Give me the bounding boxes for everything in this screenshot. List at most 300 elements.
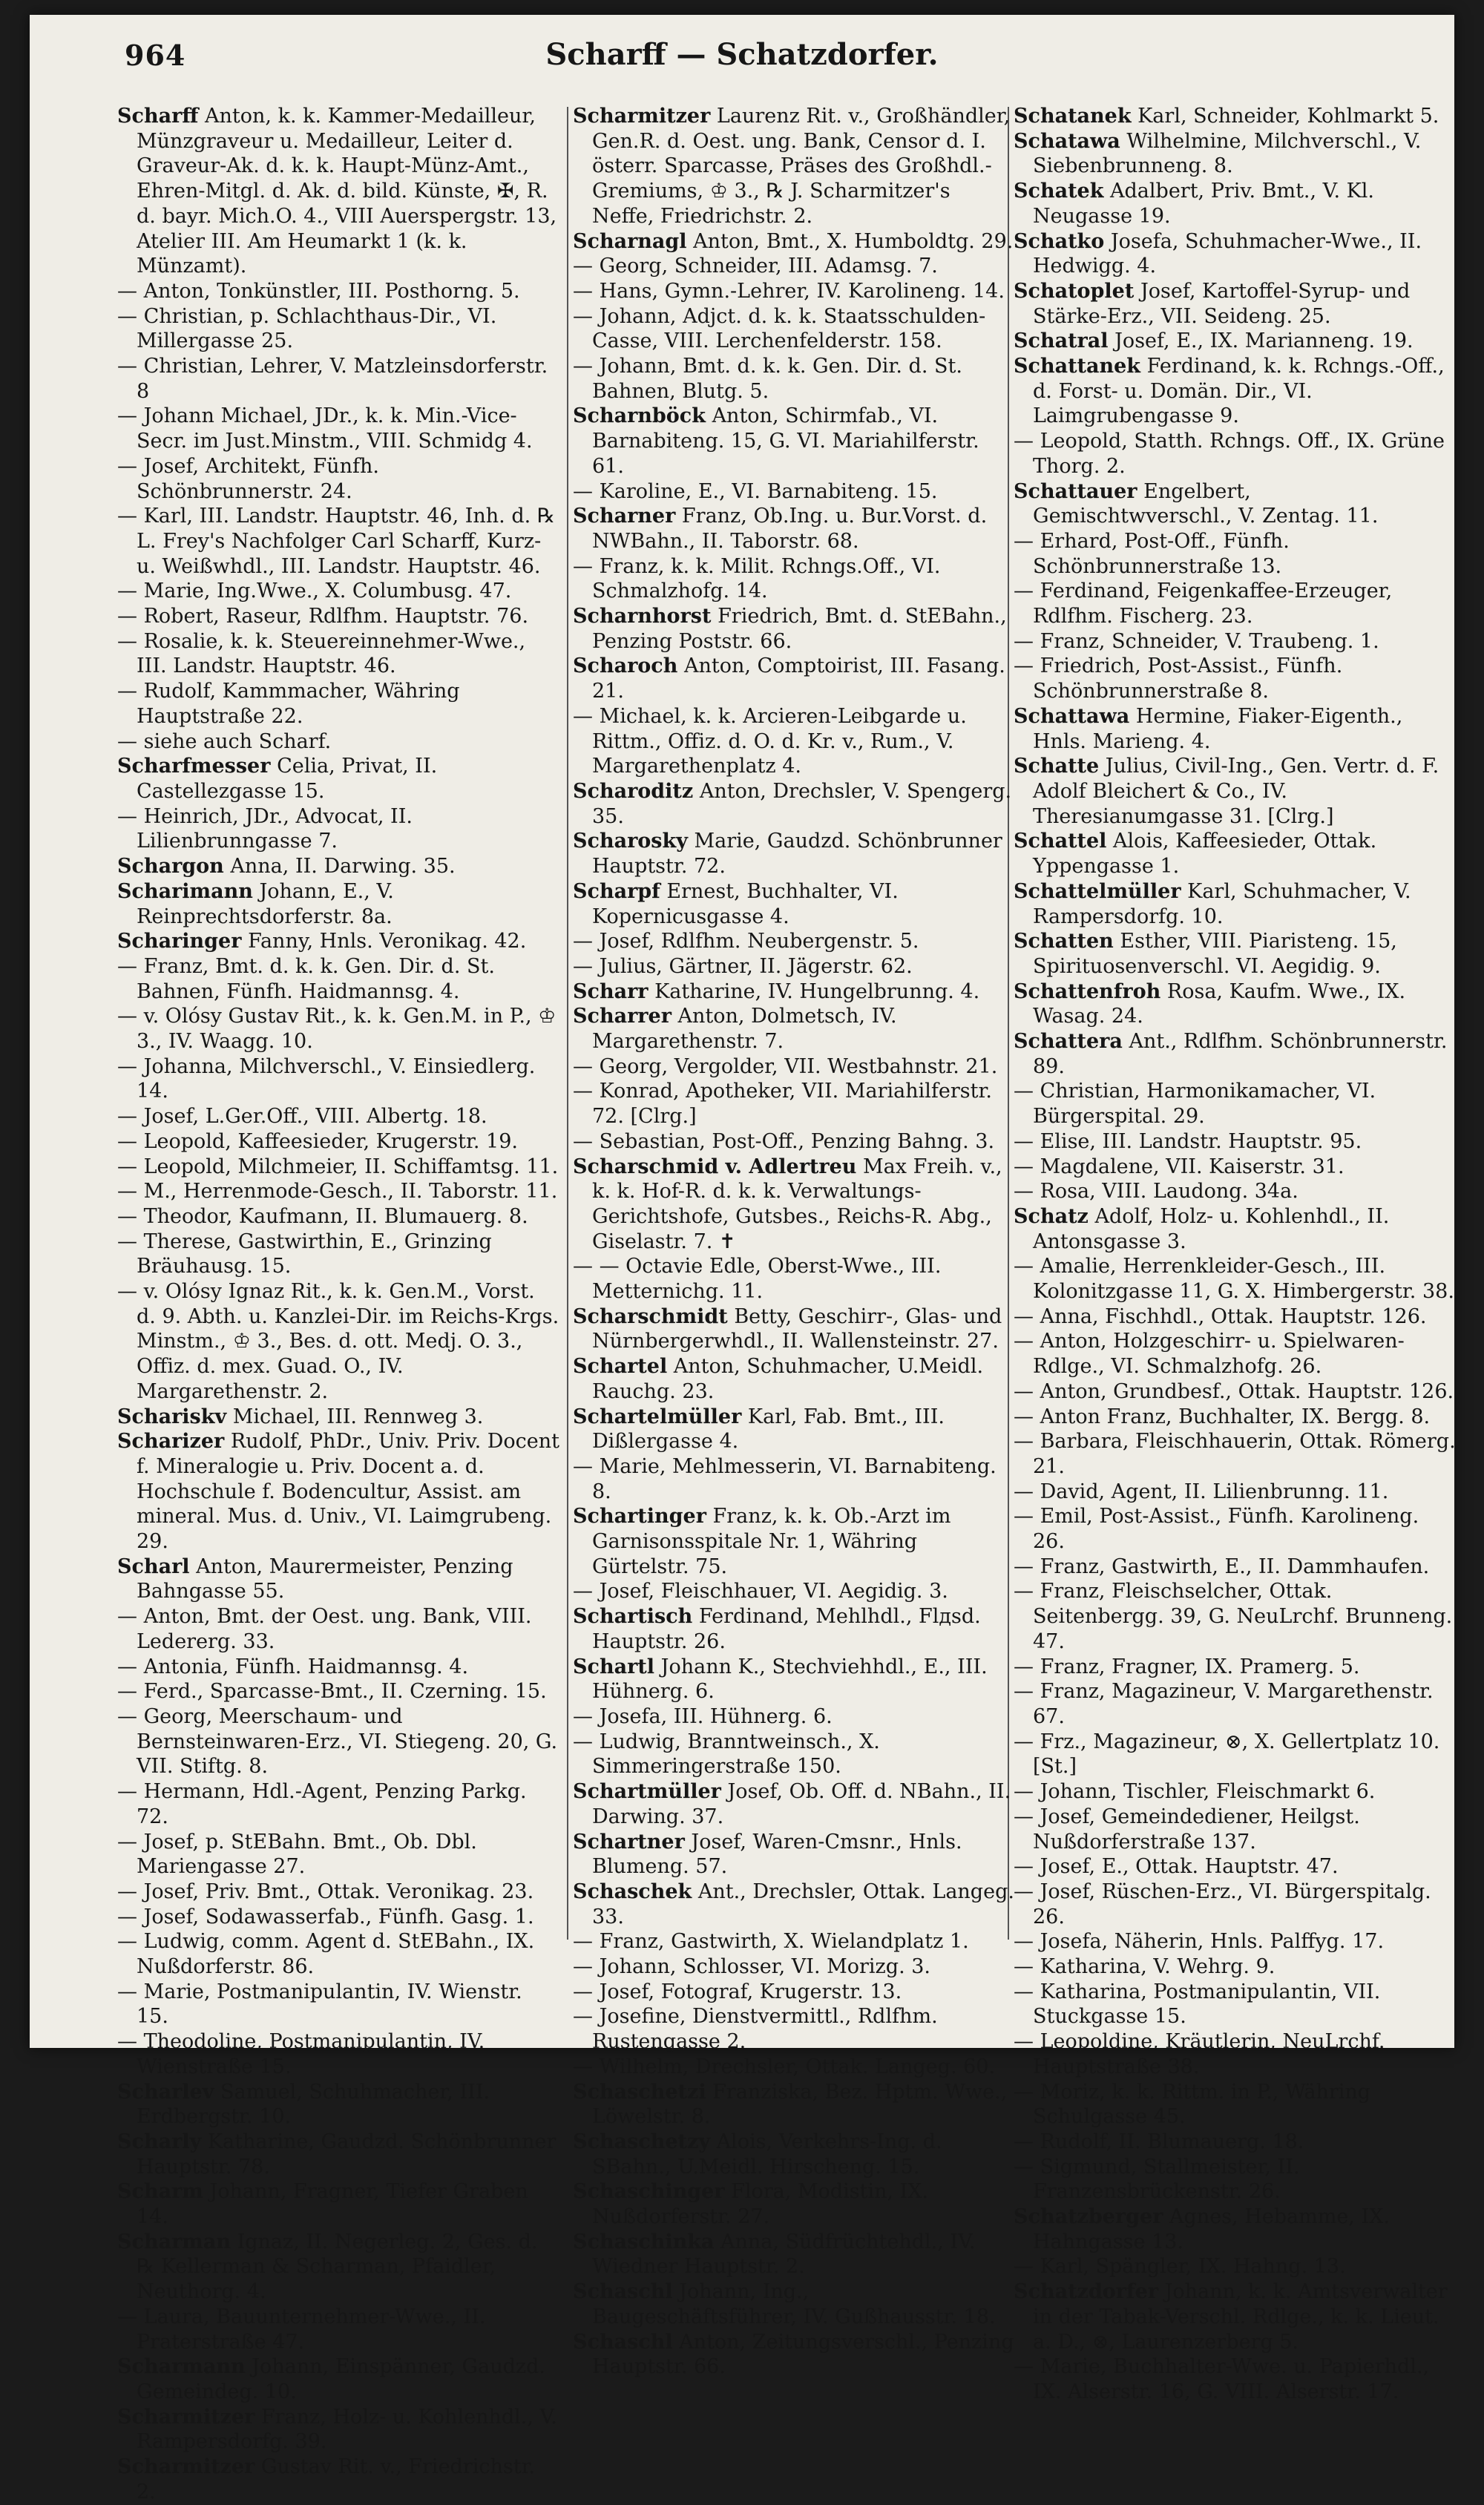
- entry-text: — Josef, Sodawasserfab., Fünfh. Gasg. 1.: [117, 1905, 534, 1928]
- entry-text: Josef, Kartoffel-Syrup- und Stärke-Erz., VII. Seideng. 25.: [1033, 279, 1411, 328]
- entry-text: — Karoline, E., VI. Barnabiteng. 15.: [573, 479, 938, 503]
- directory-entry: [573, 1704, 1015, 1730]
- entry-text: — Anton, Tonkünstler, III. Posthorng. 5.: [117, 279, 520, 303]
- entry-text: Anton, Schuhmacher, U.Meidl. Rauchg. 23.: [592, 1355, 984, 1403]
- directory-entry: [573, 504, 1015, 554]
- entry-surname: Schartmüller: [573, 1780, 721, 1804]
- directory-entry: [1014, 1954, 1456, 1980]
- directory-entry: [117, 1129, 559, 1155]
- entry-text: — Georg, Meerschaum- und Bernsteinwaren-Erz., VI. Stiegeng. 20, G. VII. Stiftg. 8.: [117, 1705, 558, 1779]
- entry-surname: Schattanek: [1014, 355, 1141, 378]
- entry-text: — Ferdinand, Feigenkaffee-Erzeuger, Rdlfhm. Fischerg. 23.: [1014, 580, 1393, 628]
- entry-surname: Schaschetzi: [573, 2080, 706, 2104]
- directory-entry: [1014, 1679, 1456, 1729]
- entry-surname: Schatanek: [1014, 105, 1132, 128]
- entry-text: — Josef, Rdlfhm. Neubergenstr. 5.: [573, 930, 919, 953]
- entry-text: — Johann, Tischler, Fleischmarkt 6.: [1014, 1780, 1376, 1804]
- entry-surname: Schattauer: [1014, 479, 1137, 503]
- entry-text: — Josefa, III. Hühnerg. 6.: [573, 1705, 833, 1728]
- entry-surname: Scharnhorst: [573, 605, 712, 628]
- entry-text: — Konrad, Apotheker, VII. Mariahilferstr. 72. [Clrg.]: [573, 1080, 992, 1129]
- entry-text: Flora, Modistin, IX. Nußdorferstr. 27.: [592, 2180, 929, 2229]
- directory-entry: [573, 104, 1015, 229]
- directory-entry: [573, 1929, 1015, 1954]
- entry-text: — Johann, Schlosser, VI. Morizg. 3.: [573, 1955, 930, 1979]
- directory-entry: [573, 779, 1015, 829]
- directory-entry: [573, 1254, 1015, 1304]
- entry-text: Engelbert, Gemischtwverschl., V. Zentag. 11.: [1033, 479, 1379, 528]
- entry-text: — Ferd., Sparcasse-Bmt., II. Czerning. 15.: [117, 1680, 547, 1704]
- entry-text: Johann, Fragner, Tiefer Graben 14.: [137, 2180, 528, 2229]
- entry-text: — Frz., Magazineur, ⊗, X. Gellertplatz 10. [St.]: [1014, 1730, 1440, 1779]
- entry-text: — Ludwig, Branntweinsch., X. Simmeringerstraße 150.: [573, 1730, 880, 1779]
- entry-text: — M., Herrenmode-Gesch., II. Taborstr. 11.: [117, 1180, 558, 1204]
- entry-surname: Scharner: [573, 505, 676, 528]
- directory-entry: [1014, 579, 1456, 628]
- entry-text: Franz, Holz- u. Kohlenhdl., V. Rampersdorfg. 39.: [137, 2405, 557, 2454]
- directory-entry: [117, 2405, 559, 2455]
- directory-entry: [1014, 2204, 1456, 2254]
- directory-entry: [573, 1004, 1015, 1054]
- directory-entry: [573, 1604, 1015, 1654]
- entry-text: — Marie, Buchhalter-Wwe. u. Papierhdl., IX. Alserstr. 16, G. VIII. Alserstr. 17.: [1014, 2355, 1430, 2403]
- entry-text: — Josef, Rüschen-Erz., VI. Bürgerspitalg. 26.: [1014, 1879, 1431, 1928]
- directory-entry: [117, 1405, 559, 1430]
- entry-surname: Schaschinger: [573, 2180, 725, 2204]
- running-head: Scharff — Schatzdorfer.: [545, 37, 939, 72]
- entry-text: — Franz, Bmt. d. k. k. Gen. Dir. d. St. Bahnen, Fünfh. Haidmannsg. 4.: [117, 954, 495, 1003]
- entry-text: Ant., Rdlfhm. Schönbrunnerstr. 89.: [1033, 1030, 1448, 1078]
- entry-text: — Franz, Magazineur, V. Margarethenstr. 67.: [1014, 1680, 1434, 1728]
- directory-entry: [573, 1579, 1015, 1604]
- directory-entry: [1014, 329, 1456, 354]
- column-divider: [567, 107, 568, 1940]
- entry-text: Fanny, Hnls. Veronikag. 42.: [248, 930, 527, 953]
- entry-surname: Scharnagl: [573, 229, 687, 253]
- entry-text: — Franz, Gastwirth, X. Wielandplatz 1.: [573, 1930, 969, 1954]
- directory-entry: [1014, 1204, 1456, 1254]
- directory-entry: [1014, 754, 1456, 829]
- entry-text: Rudolf, PhDr., Univ. Priv. Docent f. Mineralogie u. Priv. Docent a. d. Hochschule f. Bodencultur, Assist. am mineral. Mus. d. Univ., VI. Laimgrubeng. 29.: [137, 1430, 560, 1554]
- entry-surname: Schatzberger: [1014, 2205, 1163, 2229]
- directory-entry: [1014, 129, 1456, 179]
- entry-text: — siehe auch Scharf.: [117, 729, 332, 753]
- entry-text: Josef, E., IX. Marianneng. 19.: [1114, 329, 1414, 353]
- entry-text: Josef, Ob. Off. d. NBahn., II. Darwing. 37.: [592, 1780, 1011, 1828]
- directory-entry: [1014, 1655, 1456, 1680]
- entry-text: — Josef, p. StEBahn. Bmt., Ob. Dbl. Mariengasse 27.: [117, 1830, 477, 1879]
- entry-text: — Leopold, Milchmeier, II. Schiffamtsg. 11.: [117, 1155, 559, 1178]
- directory-entry: [573, 2279, 1015, 2329]
- entry-surname: Schatte: [1014, 755, 1100, 778]
- directory-entry: [573, 1155, 1015, 1255]
- entry-surname: Schatawa: [1014, 129, 1120, 153]
- entry-surname: Schartelmüller: [573, 1405, 742, 1428]
- directory-entry: [573, 254, 1015, 279]
- entry-surname: Schargon: [117, 855, 224, 879]
- entry-text: — Erhard, Post-Off., Fünfh. Schönbrunnerstraße 13.: [1014, 529, 1290, 578]
- entry-surname: Schaschinka: [573, 2230, 715, 2253]
- directory-entry: [117, 1679, 559, 1704]
- directory-entry: [1014, 479, 1456, 529]
- directory-entry: [1014, 1854, 1456, 1879]
- directory-entry: [573, 1655, 1015, 1704]
- directory-entry: [1014, 2254, 1456, 2279]
- directory-entry: [1014, 629, 1456, 654]
- entry-text: Anton, Comptoirist, III. Fasang. 21.: [592, 654, 1005, 703]
- entry-text: Michael, III. Rennweg 3.: [232, 1405, 484, 1428]
- entry-surname: Scharff: [117, 105, 199, 128]
- directory-entry: [1014, 1029, 1456, 1079]
- directory-entry: [573, 1405, 1015, 1454]
- entry-text: Anton, Schirmfab., VI. Barnabiteng. 15, G. VI. Mariahilferstr. 61.: [592, 404, 979, 478]
- entry-surname: Schaschek: [573, 1879, 692, 1903]
- directory-entry: [573, 2179, 1015, 2229]
- entry-text: — Josef, Gemeindediener, Heilgst. Nußdorferstraße 137.: [1014, 1805, 1360, 1854]
- directory-entry: [117, 1429, 559, 1554]
- directory-entry: [573, 479, 1015, 505]
- entry-surname: Schattenfroh: [1014, 979, 1161, 1003]
- entry-text: Ignaz, II. Negerleg. 2, Ges. d. ℞ Kellerman & Scharman, Pfaidler, Neuthorg. 4.: [137, 2230, 538, 2304]
- entry-text: — — Octavie Edle, Oberst-Wwe., III. Metternichg. 11.: [573, 1255, 942, 1304]
- entry-text: Karl, Fab. Bmt., III. Dißlergasse 4.: [592, 1405, 945, 1454]
- directory-entry: [573, 1129, 1015, 1155]
- entry-text: Wilhelmine, Milchverschl., V. Siebenbrunneng. 8.: [1033, 129, 1422, 178]
- directory-entry: [117, 804, 559, 854]
- entry-surname: Scharosky: [573, 830, 688, 853]
- entry-surname: Schartel: [573, 1355, 668, 1379]
- entry-surname: Schatoplet: [1014, 279, 1135, 303]
- entry-text: — Antonia, Fünfh. Haidmannsg. 4.: [117, 1655, 469, 1678]
- entry-text: Karl, Schuhmacher, V. Rampersdorfg. 10.: [1033, 879, 1411, 928]
- directory-entry: [573, 1980, 1015, 2005]
- directory-entry: [573, 554, 1015, 604]
- entry-text: Anton, Dolmetsch, IV. Margarethenstr. 7.: [592, 1005, 897, 1054]
- directory-entry: [1014, 1179, 1456, 1204]
- entry-text: — Josef, Fotograf, Krugerstr. 13.: [573, 1980, 902, 2003]
- directory-entry: [117, 1054, 559, 1104]
- entry-text: — Karl, Spängler, IX. Hahng. 13.: [1014, 2255, 1346, 2279]
- directory-entry: [1014, 429, 1456, 479]
- entry-text: — Christian, Harmonikamacher, VI. Bürgerspital. 29.: [1014, 1080, 1376, 1129]
- directory-entry: [1014, 1879, 1456, 1929]
- directory-entry: [117, 1779, 559, 1829]
- directory-entry: [1014, 829, 1456, 879]
- directory-entry: [117, 2080, 559, 2130]
- directory-entry: [117, 1155, 559, 1180]
- directory-entry: [1014, 229, 1456, 279]
- entry-surname: Scharfmesser: [117, 755, 271, 778]
- directory-entry: [117, 2029, 559, 2079]
- entry-text: — Josefa, Näherin, Hnls. Palffyg. 17.: [1014, 1930, 1385, 1954]
- directory-entry: [1014, 1304, 1456, 1330]
- entry-surname: Schartinger: [573, 1505, 706, 1529]
- entry-text: Ferdinand, Mehlhdl., Flдsd. Hauptstr. 26.: [592, 1605, 981, 1653]
- entry-text: Franz, k. k. Ob.-Arzt im Garnisonsspitale Nr. 1, Währing Gürtelstr. 75.: [592, 1505, 951, 1578]
- entry-surname: Schaschl: [573, 2280, 673, 2304]
- directory-entry: [1014, 654, 1456, 703]
- directory-entry: [117, 854, 559, 879]
- directory-entry: [1014, 1980, 1456, 2029]
- directory-entry: [117, 404, 559, 453]
- entry-surname: Schattel: [1014, 830, 1107, 853]
- entry-text: — Laura, Bauunternehmer-Wwe., II. Praterstraße 47.: [117, 2305, 486, 2354]
- directory-entry: [117, 929, 559, 954]
- entry-text: — Wilhelm, Drechsler, Ottak. Langeg. 60.: [573, 2055, 996, 2078]
- directory-entry: [117, 679, 559, 729]
- directory-entry: [117, 1229, 559, 1279]
- entry-text: Laurenz Rit. v., Großhändler, Gen.R. d. Oest. ung. Bank, Censor d. I. österr. Sparcasse, Präses des Großhdl.-Gremiums, ♔ 3., ℞ J. Scharmitzer's Neffe, Friedrichstr. 2.: [592, 105, 1011, 228]
- directory-entry: [1014, 1329, 1456, 1379]
- directory-entry: [1014, 929, 1456, 979]
- directory-entry: [1014, 2080, 1456, 2130]
- directory-entry: [1014, 529, 1456, 579]
- entry-text: Hermine, Fiaker-Eigenth., Hnls. Marieng. 4.: [1033, 704, 1403, 753]
- directory-entry: [1014, 1155, 1456, 1180]
- directory-entry: [573, 2330, 1015, 2380]
- entry-text: — Leopold, Statth. Rchngs. Off., IX. Grüne Thorg. 2.: [1014, 430, 1445, 478]
- entry-text: Franz, Ob.Ing. u. Bur.Vorst. d. NWBahn., II. Taborstr. 68.: [592, 505, 988, 553]
- directory-entry: [1014, 1429, 1456, 1479]
- directory-entry: [1014, 1405, 1456, 1430]
- directory-entry: [573, 1879, 1015, 1929]
- entry-text: Johann, Einspänner, Gaudzd. Gemeindeg. 10.: [137, 2355, 545, 2403]
- directory-entry: [117, 454, 559, 504]
- entry-text: — v. Olósy Ignaz Rit., k. k. Gen.M., Vorst. d. 9. Abth. u. Kanzlei-Dir. im Reichs-Krgs. Minstm., ♔ 3., Bes. d. ott. Medj. O. 3., Offiz. d. mex. Guad. O., IV. Margarethenstr. 2.: [117, 1280, 559, 1403]
- directory-entry: [573, 2130, 1015, 2179]
- entry-text: — Franz, Fleischselcher, Ottak. Seitenbergg. 39, G. NeuLrchf. Brunneng. 47.: [1014, 1580, 1453, 1653]
- entry-text: — Johann Michael, JDr., k. k. Min.-Vice-Secr. im Just.Minstm., VIII. Schmidg 4.: [117, 404, 533, 453]
- directory-entry: [573, 1079, 1015, 1129]
- entry-text: Anton, Drechsler, V. Spengerg. 35.: [592, 779, 1012, 828]
- directory-entry: [117, 1104, 559, 1129]
- column-3: [1014, 104, 1456, 2403]
- directory-entry: [573, 604, 1015, 654]
- directory-entry: [1014, 1504, 1456, 1554]
- entry-text: Karl, Schneider, Kohlmarkt 5.: [1137, 105, 1439, 128]
- entry-text: Ant., Drechsler, Ottak. Langeg. 33.: [592, 1879, 1014, 1928]
- entry-surname: Schartner: [573, 1830, 685, 1854]
- entry-text: Josef, Waren-Cmsnr., Hnls. Blumeng. 57.: [592, 1830, 962, 1879]
- entry-surname: Schatz: [1014, 1204, 1089, 1228]
- directory-entry: [1014, 1929, 1456, 1954]
- directory-entry: [117, 879, 559, 929]
- directory-entry: [1014, 704, 1456, 754]
- entry-text: Johann, k. k. Amtsverwalter in der Tabak-Verschl. Rdlge., k. k. Lieut. a. D., ⊗, Laurenzerberg 5.: [1033, 2280, 1448, 2354]
- directory-entry: [117, 354, 559, 404]
- directory-entry: [117, 1830, 559, 1879]
- entry-text: — v. Olósy Gustav Rit., k. k. Gen.M. in P., ♔ 3., IV. Waagg. 10.: [117, 1005, 556, 1054]
- directory-entry: [117, 2230, 559, 2305]
- entry-text: Alois, Kaffeesieder, Ottak. Yppengasse 1.: [1033, 830, 1377, 879]
- entry-text: — Georg, Vergolder, VII. Westbahnstr. 21.: [573, 1054, 998, 1078]
- entry-surname: Scharmitzer: [117, 2455, 255, 2479]
- entry-text: — Leopold, Kaffeesieder, Krugerstr. 19.: [117, 1129, 518, 1153]
- entry-text: Anton, Maurermeister, Penzing Bahngasse 55.: [137, 1554, 513, 1603]
- entry-surname: Schaschetzy: [573, 2130, 711, 2153]
- entry-surname: Scharly: [117, 2130, 202, 2153]
- directory-entry: [117, 1204, 559, 1229]
- directory-entry: [117, 2305, 559, 2354]
- entry-surname: Schattera: [1014, 1030, 1123, 1054]
- entry-surname: Scharpf: [573, 879, 660, 903]
- entry-surname: Scharlev: [117, 2080, 214, 2104]
- entry-text: — David, Agent, II. Lilienbrunng. 11.: [1014, 1480, 1389, 1503]
- entry-surname: Scharnböck: [573, 404, 706, 428]
- entry-text: — Hermann, Hdl.-Agent, Penzing Parkg. 72.: [117, 1780, 527, 1828]
- entry-text: Adolf, Holz- u. Kohlenhdl., II. Antonsgasse 3.: [1033, 1204, 1390, 1253]
- entry-text: Johann K., Stechviehhdl., E., III. Hühnerg. 6.: [592, 1655, 988, 1704]
- entry-text: Johann, Ing., Baugeschäftsführer, IV. Gußhausstr. 18.: [592, 2280, 996, 2328]
- entry-surname: Schariskv: [117, 1405, 227, 1428]
- entry-text: — Leopoldine, Kräutlerin, NeuLrchf. Hauptstraße 38.: [1014, 2030, 1385, 2078]
- directory-entry: [117, 754, 559, 804]
- entry-text: — Christian, Lehrer, V. Matzleinsdorferstr. 8: [117, 355, 548, 403]
- entry-surname: Schatzdorfer: [1014, 2280, 1158, 2304]
- entry-surname: Scharman: [117, 2230, 231, 2253]
- entry-text: — Therese, Gastwirthin, E., Grinzing Bräuhausg. 15.: [117, 1229, 492, 1278]
- directory-entry: [1014, 1254, 1456, 1304]
- entry-text: — Franz, Gastwirth, E., II. Dammhaufen.: [1014, 1554, 1430, 1578]
- entry-text: Betty, Geschirr-, Glas- und Nürnbergerwhdl., II. Wallensteinstr. 27.: [592, 1304, 1002, 1353]
- directory-entry: [573, 2230, 1015, 2279]
- entry-text: — Rudolf, II. Blumauerg. 18.: [1014, 2130, 1304, 2153]
- directory-entry: [117, 954, 559, 1004]
- entry-text: — Heinrich, JDr., Advocat, II. Lilienbrunngasse 7.: [117, 804, 413, 853]
- directory-entry: [573, 229, 1015, 255]
- entry-text: — Rosalie, k. k. Steuereinnehmer-Wwe., III. Landstr. Hauptstr. 46.: [117, 629, 526, 678]
- directory-entry: [1014, 2029, 1456, 2079]
- entry-text: Agnes, Hebamme, IX. Hahngasse 13.: [1033, 2205, 1390, 2253]
- entry-text: — Josef, Architekt, Fünfh. Schönbrunnerstr. 24.: [117, 454, 379, 503]
- directory-entry: [117, 579, 559, 604]
- entry-surname: Schatko: [1014, 229, 1105, 253]
- entry-text: Max Freih. v., k. k. Hof-R. d. k. k. Verwaltungs-Gerichtshofe, Gutsbes., Reichs-R. Abg., Giselastr. 7. ✝: [592, 1155, 1002, 1253]
- entry-surname: Scharmitzer: [117, 2405, 255, 2429]
- entry-text: Ferdinand, k. k. Rchngs.-Off., d. Forst- u. Domän. Dir., VI. Laimgrubengasse 9.: [1033, 355, 1445, 428]
- entry-text: Johann, E., V. Reinprechtsdorferstr. 8a.: [137, 879, 394, 928]
- entry-text: — Marie, Ing.Wwe., X. Columbusg. 47.: [117, 580, 512, 603]
- entry-text: — Barbara, Fleischhauerin, Ottak. Römerg. 21.: [1014, 1430, 1456, 1478]
- directory-entry: [1014, 2155, 1456, 2204]
- entry-surname: Scharoditz: [573, 779, 694, 803]
- directory-entry: [117, 1929, 559, 1979]
- directory-entry: [1014, 979, 1456, 1029]
- directory-entry: [573, 654, 1015, 703]
- page-header: [30, 31, 1454, 83]
- entry-surname: Scharr: [573, 979, 649, 1003]
- entry-text: — Georg, Schneider, III. Adamsg. 7.: [573, 255, 938, 278]
- entry-text: — Franz, Schneider, V. Traubeng. 1.: [1014, 629, 1379, 653]
- entry-text: — Ludwig, comm. Agent d. StEBahn., IX. Nußdorferstr. 86.: [117, 1930, 535, 1979]
- entry-text: Samuel, Schuhmacher, III. Erdbergstr. 10.: [137, 2080, 490, 2129]
- entry-text: — Marie, Postmanipulantin, IV. Wienstr. 15.: [117, 1980, 522, 2029]
- entry-text: Anton, k. k. Kammer-Medailleur, Münzgraveur u. Medailleur, Leiter d. Graveur-Ak. d. k. k. Haupt-Münz-Amt., Ehren-Mitgl. d. Ak. d. bild. Künste, ✠, R. d. bayr. Mich.O. 4., VIII Auerspergstr. 13, Atelier III. Am Heumarkt 1 (k. k. Münzamt).: [137, 105, 557, 278]
- entry-surname: Scharimann: [117, 879, 253, 903]
- entry-text: — Anton, Grundbesf., Ottak. Hauptstr. 126.: [1014, 1379, 1454, 1403]
- directory-entry: [117, 2354, 559, 2404]
- entry-text: Rosa, Kaufm. Wwe., IX. Wasag. 24.: [1033, 979, 1406, 1028]
- entry-text: — Anna, Fischhdl., Ottak. Hauptstr. 126.: [1014, 1304, 1427, 1328]
- entry-text: — Josef, E., Ottak. Hauptstr. 47.: [1014, 1855, 1339, 1879]
- directory-entry: [117, 304, 559, 354]
- entry-text: — Hans, Gymn.-Lehrer, IV. Karolineng. 14.: [573, 279, 1005, 303]
- directory-entry: [117, 2179, 559, 2229]
- entry-text: — Josefine, Dienstvermittl., Rdlfhm. Rustengasse 2.: [573, 2005, 938, 2054]
- directory-entry: [573, 929, 1015, 954]
- directory-entry: [117, 279, 559, 304]
- entry-surname: Scharmitzer: [573, 105, 711, 128]
- directory-entry: [1014, 2279, 1456, 2354]
- entry-text: — Katharina, V. Wehrg. 9.: [1014, 1955, 1275, 1979]
- directory-entry: [573, 1779, 1015, 1829]
- directory-entry: [573, 1054, 1015, 1080]
- entry-text: — Elise, III. Landstr. Hauptstr. 95.: [1014, 1129, 1362, 1153]
- entry-text: — Robert, Raseur, Rdlfhm. Hauptstr. 76.: [117, 605, 529, 628]
- directory-entry: [117, 1554, 559, 1604]
- entry-text: — Anton, Bmt. der Oest. ung. Bank, VIII. Ledererg. 33.: [117, 1605, 532, 1653]
- entry-text: — Franz, Fragner, IX. Pramerg. 5.: [1014, 1655, 1360, 1678]
- entry-text: Katharine, IV. Hungelbrunng. 4.: [654, 979, 980, 1003]
- entry-text: Julius, Civil-Ing., Gen. Vertr. d. F. Adolf Bleichert & Co., IV. Theresianumgasse 31. [Clrg.]: [1033, 755, 1439, 828]
- entry-text: — Christian, p. Schlachthaus-Dir., VI. Millergasse 25.: [117, 304, 497, 353]
- entry-text: Celia, Privat, II. Castellezgasse 15.: [137, 755, 438, 803]
- entry-text: Franziska, Bez. Hptm. Wwe., Löwelstr. 8.: [592, 2080, 1008, 2129]
- directory-entry: [573, 1730, 1015, 1779]
- directory-entry: [573, 304, 1015, 354]
- directory-entry: [1014, 879, 1456, 929]
- entry-surname: Schatten: [1014, 930, 1114, 953]
- directory-entry: [117, 1879, 559, 1905]
- directory-entry: [573, 954, 1015, 979]
- entry-text: — Rudolf, Kammmacher, Währing Hauptstraße 22.: [117, 680, 460, 728]
- directory-entry: [117, 2455, 559, 2504]
- directory-entry: [1014, 1079, 1456, 1129]
- entry-text: — Josef, Fleischhauer, VI. Aegidig. 3.: [573, 1580, 948, 1603]
- entry-surname: Scharm: [117, 2180, 203, 2204]
- directory-entry: [1014, 1730, 1456, 1779]
- directory-entry: [573, 2055, 1015, 2080]
- entry-text: — Friedrich, Post-Assist., Fünfh. Schönbrunnerstraße 8.: [1014, 654, 1343, 703]
- directory-entry: [1014, 104, 1456, 129]
- entry-surname: Scharoch: [573, 654, 678, 678]
- entry-surname: Schattawa: [1014, 704, 1130, 728]
- column-1: [117, 104, 560, 2504]
- directory-entry: [1014, 1779, 1456, 1805]
- entry-text: — Johann, Bmt. d. k. k. Gen. Dir. d. St. Bahnen, Blutg. 5.: [573, 355, 962, 403]
- directory-entry: [117, 1704, 559, 1779]
- directory-entry: [1014, 1579, 1456, 1654]
- directory-entry: [117, 1179, 559, 1204]
- directory-entry: [1014, 2354, 1456, 2404]
- directory-entry: [1014, 1129, 1456, 1155]
- entry-text: — Amalie, Herrenkleider-Gesch., III. Kolonitzgasse 11, G. X. Himbergerstr. 38.: [1014, 1255, 1454, 1304]
- directory-entry: [573, 829, 1015, 879]
- entry-text: — Moriz, k. k. Rittm. in P., Währing Schulgasse 45.: [1014, 2080, 1371, 2129]
- entry-surname: Schartisch: [573, 1605, 693, 1629]
- directory-entry: [1014, 1805, 1456, 1854]
- entry-text: — Karl, III. Landstr. Hauptstr. 46, Inh. d. ℞ L. Frey's Nachfolger Carl Scharff, Kurz- u. Weißwhdl., III. Landstr. Hauptstr. 46.: [117, 505, 555, 578]
- directory-entry: [117, 104, 559, 279]
- entry-surname: Scharizer: [117, 1430, 225, 1454]
- directory-entry: [1014, 179, 1456, 229]
- entry-text: Katharine, Gaudzd. Schönbrunner Hauptstr. 78.: [137, 2130, 556, 2179]
- directory-entry: [1014, 2130, 1456, 2155]
- directory-entry: [573, 1504, 1015, 1579]
- entry-text: Gustav Rit. v., Friedrichstr. 2.: [137, 2455, 536, 2504]
- entry-text: Alois, Verkehrs-Ing. d. SBahn., U.Meidl. Hirscheng. 15.: [592, 2130, 942, 2179]
- directory-entry: [117, 1905, 559, 1930]
